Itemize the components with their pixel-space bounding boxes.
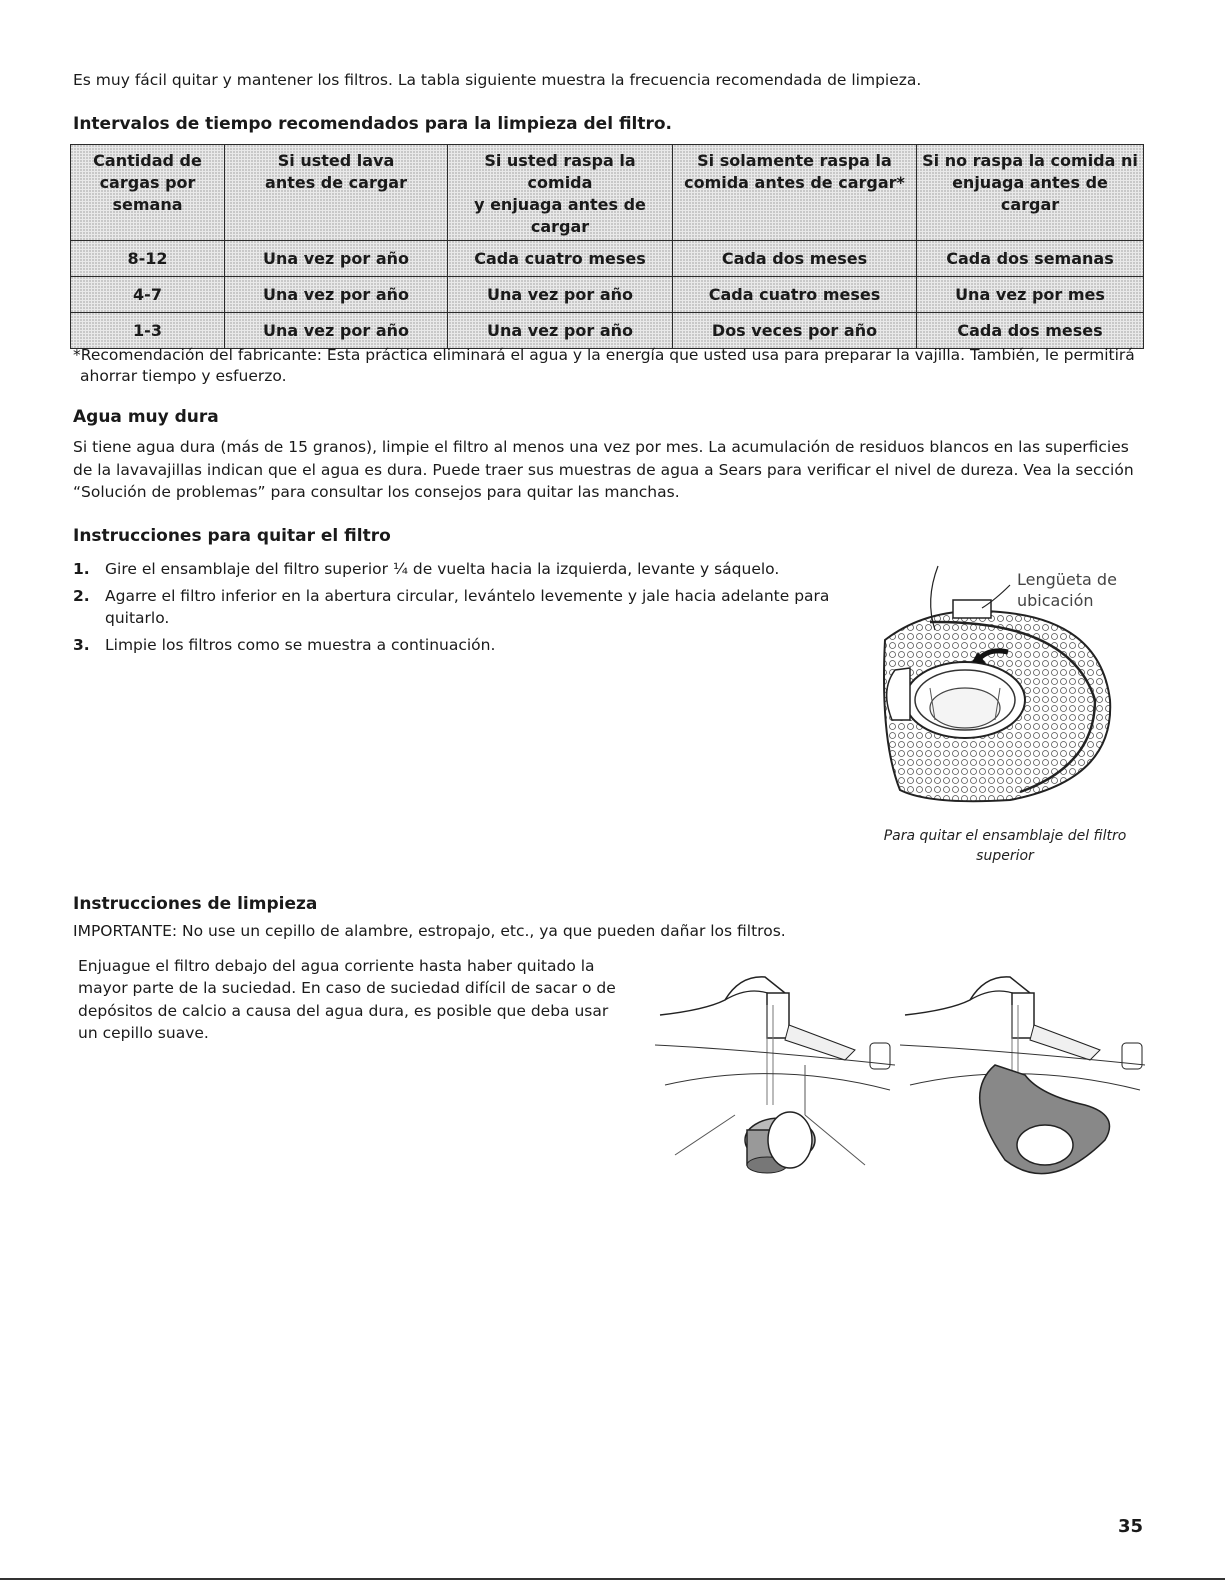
step-text: Limpie los filtros como se muestra a continuación. (105, 636, 496, 654)
header-loads-per-week: Cantidad de cargas por semana (71, 145, 225, 241)
table-cell: 8-12 (71, 241, 225, 277)
table-cell: Cada cuatro meses (448, 241, 673, 277)
bottom-divider (0, 1578, 1225, 1580)
table-cell: Una vez por mes (917, 277, 1144, 313)
page-number: 35 (1118, 1516, 1144, 1537)
list-item (73, 558, 853, 580)
step-text: Gire el ensamblaje del filtro superior ¼ de vuelta hacia la izquierda, levante y sáquelo. (105, 560, 780, 578)
list-item (73, 634, 853, 656)
hard-water-text: Si tiene agua dura (más de 15 granos), limpie el filtro al menos una vez por mes. La acumulación de residuos blancos en las superficies de la lavavajillas indican que el agua es dura. Puede traer sus muestras de agua a Sears para verificar el nivel de dureza. Vea la sección “Solución de problemas” para consultar los consejos para quitar las manchas. (73, 438, 1134, 501)
list-item (73, 585, 853, 629)
header-no-scrape-no-rinse: Si no raspa la comida ni enjuaga antes de cargar (917, 145, 1144, 241)
table-title: Intervalos de tiempo recomendados para la limpieza del filtro. (73, 114, 673, 134)
table-cell: Una vez por año (448, 313, 673, 349)
step-number: 1. (73, 560, 90, 578)
table-footnote: *Recomendación del fabricante: Esta práctica eliminará el agua y la energía que usted usa para preparar la vajilla. También, le permitirá ahorrar tiempo y esfuerzo. (73, 346, 1135, 385)
cleaning-text: Enjuague el filtro debajo del agua corriente hasta haber quitado la mayor parte de la suciedad. En caso de suciedad difícil de sacar o de depósitos de calcio a causa del agua dura, es posible que deba usar un cepillo suave. (78, 957, 616, 1042)
table-cell: Una vez por año (448, 277, 673, 313)
table-cell: Una vez por año (225, 313, 448, 349)
header-wash-before-loading: Si usted lava antes de cargar (225, 145, 448, 241)
important-note: IMPORTANTE: No use un cepillo de alambre, estropajo, etc., ya que pueden dañar los filtros. (73, 922, 786, 940)
hard-water-heading: Agua muy dura (73, 407, 219, 427)
locating-tab-label: Lengüeta de ubicación (1017, 570, 1117, 610)
table-cell: Una vez por año (225, 241, 448, 277)
header-scrape-only: Si solamente raspa la comida antes de cargar* (673, 145, 917, 241)
header-scrape-and-rinse: Si usted raspa la comida y enjuaga antes de cargar (448, 145, 673, 241)
lower-filter-rinse-illustration (655, 965, 895, 1205)
intro-text: Es muy fácil quitar y mantener los filtros. La tabla siguiente muestra la frecuencia recomendada de limpieza. (73, 71, 922, 89)
table-row (71, 241, 1144, 277)
step-number: 3. (73, 636, 90, 654)
filter-cleaning-table (70, 144, 1144, 349)
table-row (71, 277, 1144, 313)
step-text: Agarre el filtro inferior en la abertura circular, levántelo levemente y jale hacia adelante para quitarlo. (105, 587, 830, 627)
figure-caption: Para quitar el ensamblaje del filtro superior (883, 828, 1127, 864)
table-row (71, 313, 1144, 349)
remove-filter-heading: Instrucciones para quitar el filtro (73, 526, 391, 546)
cleaning-heading: Instrucciones de limpieza (73, 894, 318, 914)
table-header-row (71, 145, 1144, 241)
table-cell: Cada cuatro meses (673, 277, 917, 313)
table-cell: 4-7 (71, 277, 225, 313)
step-number: 2. (73, 587, 90, 605)
table-cell: 1-3 (71, 313, 225, 349)
table-cell: Cada dos meses (673, 241, 917, 277)
table-cell: Cada dos meses (917, 313, 1144, 349)
upper-filter-rinse-illustration (900, 965, 1145, 1205)
table-cell: Una vez por año (225, 277, 448, 313)
remove-filter-steps (73, 558, 853, 661)
table-cell: Dos veces por año (673, 313, 917, 349)
table-cell: Cada dos semanas (917, 241, 1144, 277)
